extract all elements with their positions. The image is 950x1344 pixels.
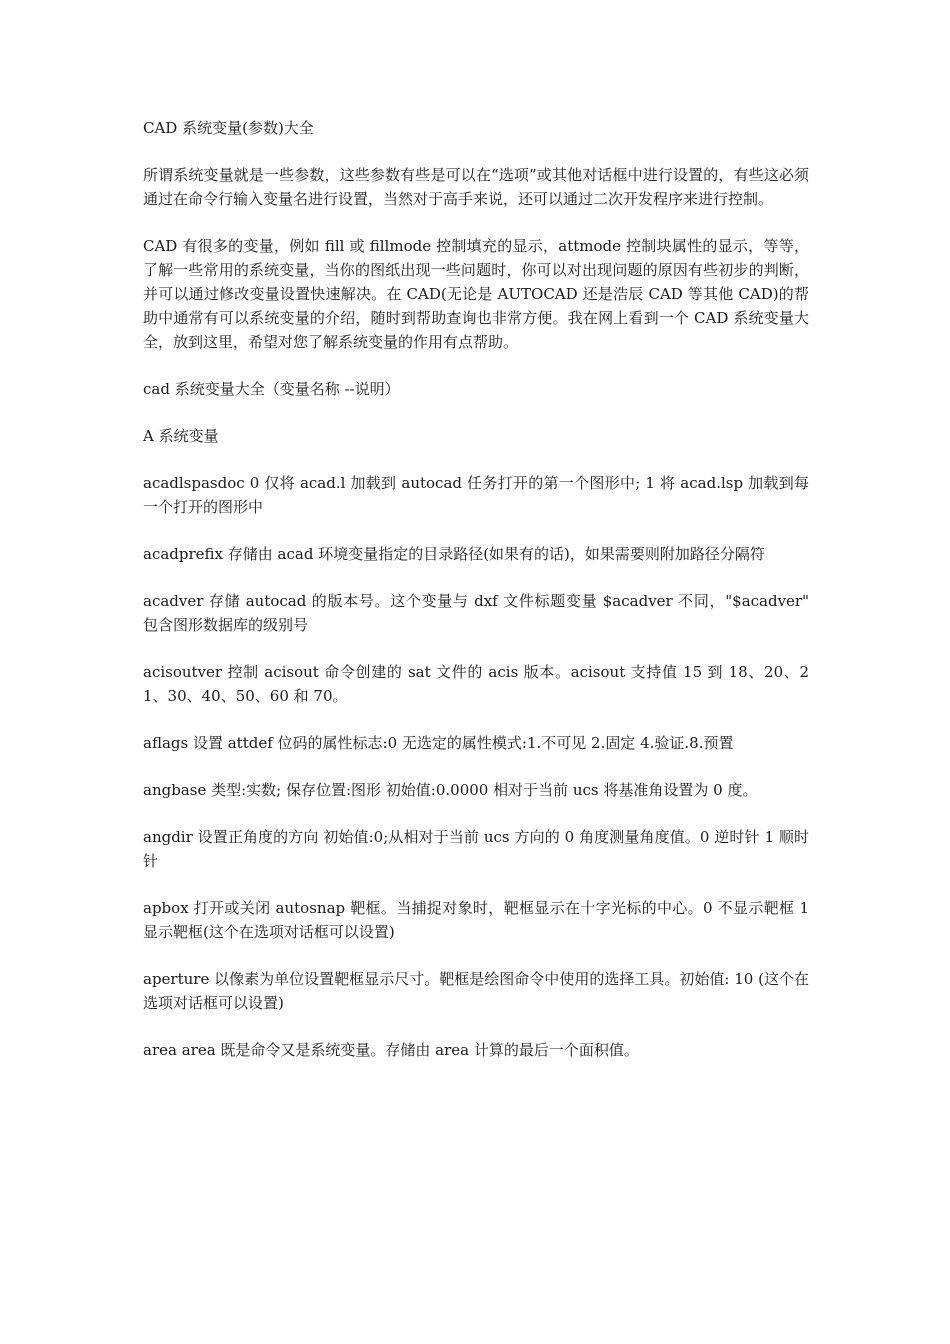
variable-entry: aflags 设置 attdef 位码的属性标志:0 无选定的属性模式:1.不可见 2.固定 4.验证.8.预置 xyxy=(143,734,734,752)
variable-entry: aperture 以像素为单位设置靶框显示尺寸。靶框是绘图命令中使用的选择工具。初始值: 10 (这个在选项对话框可以设置) xyxy=(143,970,809,1012)
variable-entry: angbase 类型:实数; 保存位置:图形 初始值:0.0000 相对于当前 ucs 将基准角设置为 0 度。 xyxy=(143,781,758,799)
document-title: CAD 系统变量(参数)大全 xyxy=(143,119,314,137)
variable-entry: acadver 存储 autocad 的版本号。这个变量与 dxf 文件标题变量 $acadver 不同，"$acadver" 包含图形数据库的级别号 xyxy=(143,592,809,634)
document-page xyxy=(143,116,809,1085)
variable-entry: area area 既是命令又是系统变量。存储由 area 计算的最后一个面积值。 xyxy=(143,1041,639,1059)
variable-entry: angdir 设置正角度的方向 初始值:0;从相对于当前 ucs 方向的 0 角度测量角度值。0 逆时针 1 顺时针 xyxy=(143,828,809,870)
variable-entry: apbox 打开或关闭 autosnap 靶框。当捕捉对象时，靶框显示在十字光标的中心。0 不显示靶框 1 显示靶框(这个在选项对话框可以设置) xyxy=(143,899,809,941)
variable-entry: acisoutver 控制 acisout 命令创建的 sat 文件的 acis 版本。acisout 支持值 15 到 18、20、21、30、40、50、60 和 70。 xyxy=(143,663,809,705)
intro-paragraph: CAD 有很多的变量，例如 fill 或 fillmode 控制填充的显示，attmode 控制块属性的显示，等等，了解一些常用的系统变量，当你的图纸出现一些问题时，你可以对出现问题的原因有些初步的判断，并可以通过修改变量设置快速解决。在 CAD(无论是 AUTOCAD 还是浩辰 CAD 等其他 CAD)的帮助中通常有可以系统变量的介绍，随时到帮助查询也非常方便。我在网上看到一个 CAD 系统变量大全，放到这里，希望对您了解系统变量的作用有点帮助。 xyxy=(143,237,809,351)
section-heading: A 系统变量 xyxy=(143,427,219,445)
intro-paragraph: 所谓系统变量就是一些参数，这些参数有些是可以在“选项”或其他对话框中进行设置的，有些这必须通过在命令行输入变量名进行设置，当然对于高手来说，还可以通过二次开发程序来进行控制。 xyxy=(143,166,809,208)
list-heading: cad 系统变量大全（变量名称 --说明） xyxy=(143,380,400,398)
variable-entry: acadprefix 存储由 acad 环境变量指定的目录路径(如果有的话)，如果需要则附加路径分隔符 xyxy=(143,545,765,563)
variable-entry: acadlspasdoc 0 仅将 acad.l 加载到 autocad 任务打开的第一个图形中; 1 将 acad.lsp 加载到每一个打开的图形中 xyxy=(143,474,809,516)
